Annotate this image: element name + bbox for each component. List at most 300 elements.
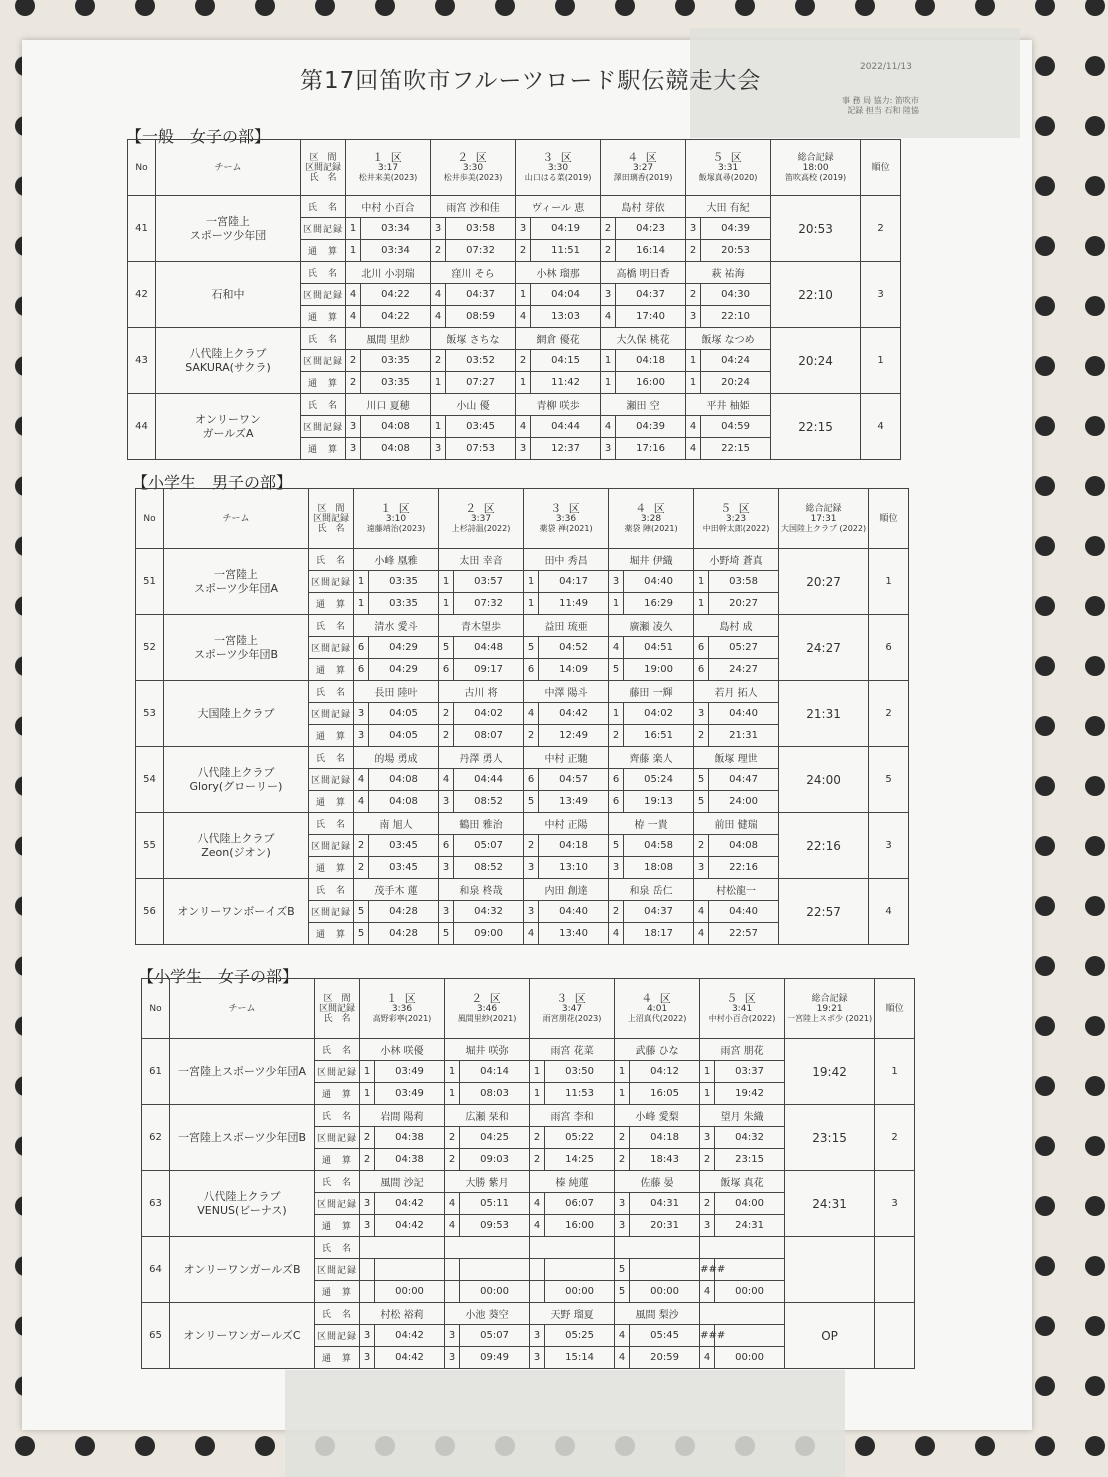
runner-name: 藤田 一輝	[609, 681, 694, 703]
split-time: 04:42	[539, 703, 609, 725]
peg-hole	[1035, 716, 1055, 736]
split-time: 04:08	[361, 416, 431, 438]
split-time	[460, 1259, 530, 1281]
team-name	[164, 747, 309, 813]
cum-time: 15:14	[545, 1347, 615, 1369]
peg-hole	[1035, 1316, 1055, 1336]
runner-name: 風間 梨沙	[615, 1303, 700, 1325]
row-label: 区間記録	[309, 835, 354, 857]
runner-name: 島村 芽依	[601, 196, 686, 218]
header-shimei: 氏 名	[317, 523, 345, 534]
split-rank: 3	[609, 571, 624, 593]
split-rank: 4	[431, 284, 446, 306]
peg-hole	[495, 0, 515, 16]
peg-hole	[255, 1436, 275, 1456]
cum-time: 13:10	[539, 857, 609, 879]
cum-rank: 2	[530, 1149, 545, 1171]
team-rank: 6	[869, 615, 909, 681]
peg-hole	[375, 0, 395, 16]
split-rank: 2	[346, 350, 361, 372]
print-date: 2022/11/13	[860, 62, 912, 72]
cum-time: 04:29	[369, 659, 439, 681]
peg-hole	[1085, 776, 1105, 796]
peg-hole	[1085, 1316, 1105, 1336]
team-total: 22:10	[771, 262, 861, 328]
zone-record-holder: 高野彩寧(2021)	[372, 1013, 432, 1023]
split-rank: 5	[615, 1259, 630, 1281]
zone-record-holder: 薬袋 陣(2021)	[624, 523, 678, 533]
team-no: 63	[142, 1171, 170, 1237]
section-heading: 【一般 女子の部】	[126, 127, 271, 146]
split-rank: 3	[615, 1193, 630, 1215]
runner-name: 中村 正馳	[524, 747, 609, 769]
team-row	[136, 549, 909, 571]
split-time: 05:27	[709, 637, 779, 659]
cum-rank: 4	[686, 438, 701, 460]
cum-time: 24:31	[715, 1215, 785, 1237]
row-label: 通 算	[315, 1281, 360, 1303]
split-time: 04:39	[701, 218, 771, 240]
team-name	[170, 1171, 315, 1237]
cum-rank: 4	[700, 1347, 715, 1369]
cum-rank: 3	[530, 1347, 545, 1369]
cum-rank: 4	[516, 306, 531, 328]
split-time: 04:48	[454, 637, 524, 659]
row-label: 通 算	[301, 306, 346, 328]
row-label: 氏 名	[309, 813, 354, 835]
row-label: 区間記録	[309, 637, 354, 659]
split-rank: 2	[530, 1127, 545, 1149]
cum-time: 04:42	[375, 1347, 445, 1369]
total-record-time: 17:31	[810, 513, 837, 524]
runner-name: 天野 瑠夏	[530, 1303, 615, 1325]
runner-name: 大田 有紀	[686, 196, 771, 218]
cum-time: 17:16	[616, 438, 686, 460]
row-label: 通 算	[309, 791, 354, 813]
team-total: 24:27	[779, 615, 869, 681]
peg-hole	[1035, 1196, 1055, 1216]
section-heading: 【小学生 女子の部】	[138, 967, 299, 986]
cum-rank: 4	[601, 306, 616, 328]
split-time: 03:34	[361, 218, 431, 240]
peg-hole	[855, 0, 875, 16]
cum-rank: 3	[516, 438, 531, 460]
cum-rank: 3	[439, 791, 454, 813]
split-rank: 2	[445, 1127, 460, 1149]
cum-time: 19:00	[624, 659, 694, 681]
split-time: 04:37	[446, 284, 516, 306]
split-rank: 6	[354, 637, 369, 659]
runner-name	[530, 1237, 615, 1259]
peg-hole	[1035, 1376, 1055, 1396]
zone-header	[445, 979, 530, 1039]
peg-hole	[675, 0, 695, 16]
row-label: 区間記録	[315, 1127, 360, 1149]
zone-record: 3:30	[547, 162, 569, 173]
team-name-line: スポーツ少年団	[189, 228, 267, 242]
cum-rank: 4	[524, 923, 539, 945]
team-name	[170, 1303, 315, 1369]
peg-hole	[975, 1436, 995, 1456]
split-rank: 3	[530, 1325, 545, 1347]
office-note	[842, 96, 919, 116]
cum-rank: 1	[694, 593, 709, 615]
row-label: 通 算	[315, 1083, 360, 1105]
total-record-header	[785, 979, 875, 1039]
team-total	[785, 1237, 875, 1303]
split-time: 04:30	[701, 284, 771, 306]
split-time: 04:59	[701, 416, 771, 438]
team-row	[128, 328, 901, 350]
runner-name: 中村 小百合	[346, 196, 431, 218]
cum-time: 18:43	[630, 1149, 700, 1171]
zone-header	[601, 140, 686, 196]
runner-name	[615, 1237, 700, 1259]
peg-hole	[1085, 1376, 1105, 1396]
zone-label: ３ 区	[556, 991, 588, 1005]
split-rank: 4	[615, 1325, 630, 1347]
runner-name: 的場 勇成	[354, 747, 439, 769]
peg-hole	[1035, 1136, 1055, 1156]
cum-rank: 1	[601, 372, 616, 394]
runner-name: 雨宮 朋花	[700, 1039, 785, 1061]
team-row	[128, 394, 901, 416]
runner-name: 和泉 柊哉	[439, 879, 524, 901]
split-rank: 3	[445, 1325, 460, 1347]
cum-time: 20:59	[630, 1347, 700, 1369]
split-rank: 1	[439, 571, 454, 593]
runner-name: 望月 朱織	[700, 1105, 785, 1127]
team-row	[128, 262, 901, 284]
results-table	[135, 488, 909, 945]
team-rank: 1	[869, 549, 909, 615]
zone-label: ３ 区	[550, 501, 582, 515]
team-total: 22:16	[779, 813, 869, 879]
cum-rank: 1	[445, 1083, 460, 1105]
peg-hole	[435, 0, 455, 16]
runner-name: 小林 咲優	[360, 1039, 445, 1061]
split-rank: 1	[686, 350, 701, 372]
cum-rank: 4	[694, 923, 709, 945]
split-rank: 1	[700, 1061, 715, 1083]
cum-time: 16:00	[616, 372, 686, 394]
team-total: 20:27	[779, 549, 869, 615]
team-no: 42	[128, 262, 156, 328]
split-time: 04:23	[616, 218, 686, 240]
cum-time: 00:00	[630, 1281, 700, 1303]
total-record-holder: 笛吹高校 (2019)	[785, 172, 847, 182]
header-shimei: 氏 名	[309, 172, 337, 183]
row-label: 区間記録	[315, 1193, 360, 1215]
cum-rank: 6	[439, 659, 454, 681]
team-rank: 4	[869, 879, 909, 945]
row-label: 氏 名	[315, 1237, 360, 1259]
team-name-line: オンリーワンガールズC	[183, 1328, 301, 1342]
peg-hole	[1035, 1076, 1055, 1096]
cum-rank: 1	[686, 372, 701, 394]
peg-hole	[1035, 176, 1055, 196]
team-name-line: 一宮陸上	[206, 214, 250, 228]
team-no: 54	[136, 747, 164, 813]
peg-hole	[75, 1436, 95, 1456]
zone-record: 3:28	[640, 513, 662, 524]
team-name	[164, 879, 309, 945]
peg-hole	[1085, 116, 1105, 136]
cum-rank: 1	[700, 1083, 715, 1105]
runner-name: 太田 幸音	[439, 549, 524, 571]
team-name	[170, 1237, 315, 1303]
zone-label: １ 区	[372, 150, 404, 164]
split-time: 04:44	[531, 416, 601, 438]
runner-name: ヴィール 恵	[516, 196, 601, 218]
cum-time: 22:57	[709, 923, 779, 945]
split-rank: 5	[609, 835, 624, 857]
cum-time: 20:24	[701, 372, 771, 394]
cum-rank: 2	[700, 1149, 715, 1171]
cum-rank: 6	[524, 659, 539, 681]
split-rank: 4	[516, 416, 531, 438]
runner-name: 益田 琉亜	[524, 615, 609, 637]
team-rank: 3	[869, 813, 909, 879]
zone-record: 3:23	[725, 513, 747, 524]
split-time: 04:47	[709, 769, 779, 791]
peg-hole	[1085, 896, 1105, 916]
header-rank: 順位	[861, 140, 901, 196]
split-rank: 1	[530, 1061, 545, 1083]
row-label: 区間記録	[301, 416, 346, 438]
cum-rank: 2	[354, 857, 369, 879]
team-rank: 5	[869, 747, 909, 813]
peg-hole	[1035, 836, 1055, 856]
row-label: 氏 名	[309, 615, 354, 637]
cum-rank: 3	[686, 306, 701, 328]
runner-name: 堀井 伊織	[609, 549, 694, 571]
header-no: No	[128, 140, 156, 196]
runner-name: 飯塚 さちな	[431, 328, 516, 350]
runner-name: 窪川 そら	[431, 262, 516, 284]
split-time: 05:11	[460, 1193, 530, 1215]
split-rank: 1	[601, 350, 616, 372]
cum-time: 09:03	[460, 1149, 530, 1171]
peg-hole	[1035, 1436, 1055, 1456]
runner-name: 小峰 凰雅	[354, 549, 439, 571]
team-row	[136, 681, 909, 703]
split-time: 04:37	[624, 901, 694, 923]
split-rank: 1	[354, 571, 369, 593]
cum-rank: 2	[360, 1149, 375, 1171]
split-rank: 4	[686, 416, 701, 438]
zone-label: ４ 区	[641, 991, 673, 1005]
results-table	[141, 978, 915, 1369]
runner-name: 網倉 優花	[516, 328, 601, 350]
peg-hole	[1035, 536, 1055, 556]
split-rank: 4	[530, 1193, 545, 1215]
peg-hole	[555, 0, 575, 16]
team-name-line: 石和中	[211, 287, 245, 301]
split-rank: 4	[694, 901, 709, 923]
cum-time: 08:07	[454, 725, 524, 747]
zone-record-holder: 遠藤靖治(2023)	[366, 523, 426, 533]
cum-time: 22:15	[701, 438, 771, 460]
team-name-line: VENUS(ビーナス)	[197, 1203, 287, 1217]
cum-time: 19:13	[624, 791, 694, 813]
cum-time: 13:40	[539, 923, 609, 945]
split-time: 04:08	[369, 769, 439, 791]
cum-time: 07:32	[446, 240, 516, 262]
runner-name	[700, 1237, 785, 1259]
team-no: 55	[136, 813, 164, 879]
cum-time: 11:49	[539, 593, 609, 615]
team-row	[142, 1237, 915, 1259]
cum-rank: 1	[609, 593, 624, 615]
runner-name: 丹澤 勇人	[439, 747, 524, 769]
split-rank: 2	[354, 835, 369, 857]
runner-name	[360, 1237, 445, 1259]
cum-rank: 4	[700, 1281, 715, 1303]
team-row	[142, 1039, 915, 1061]
cum-time: 12:49	[539, 725, 609, 747]
header-shimei: 氏 名	[323, 1013, 351, 1024]
peg-hole	[1085, 296, 1105, 316]
peg-hole	[315, 0, 335, 16]
runner-name: 茂手木 蓮	[354, 879, 439, 901]
split-rank: 4	[439, 769, 454, 791]
peg-hole	[1035, 896, 1055, 916]
team-rank: 4	[861, 394, 901, 460]
peg-hole	[1035, 356, 1055, 376]
total-record-holder: 一宮陸上スポ少 (2021)	[787, 1013, 873, 1023]
team-name	[156, 328, 301, 394]
team-name	[164, 813, 309, 879]
cum-rank: 5	[354, 923, 369, 945]
split-rank: 3	[431, 218, 446, 240]
cum-time: 12:37	[531, 438, 601, 460]
header-rank: 順位	[875, 979, 915, 1039]
cum-rank: 4	[445, 1215, 460, 1237]
zone-record-holder: 松井歩美(2023)	[443, 172, 503, 182]
split-rank: 4	[524, 703, 539, 725]
team-name-line: 一宮陸上スポーツ少年団B	[177, 1130, 307, 1144]
team-rank	[875, 1237, 915, 1303]
cum-time: 04:38	[375, 1149, 445, 1171]
runner-name: 若月 拓人	[694, 681, 779, 703]
zone-record: 3:27	[632, 162, 654, 173]
team-no: 41	[128, 196, 156, 262]
office-line: 事 務 局 協力: 笛吹市	[842, 96, 919, 105]
cum-time: 07:32	[454, 593, 524, 615]
split-time: 04:29	[369, 637, 439, 659]
page-title: 第17回笛吹市フルーツロード駅伝競走大会	[300, 68, 762, 94]
peg-hole	[1085, 596, 1105, 616]
zone-record-holder: 風間里紗(2021)	[457, 1013, 517, 1023]
team-no: 51	[136, 549, 164, 615]
zone-label: ３ 区	[542, 150, 574, 164]
team-total: 21:31	[779, 681, 869, 747]
cum-rank: 2	[694, 725, 709, 747]
split-time: 03:49	[375, 1061, 445, 1083]
row-label: 通 算	[309, 659, 354, 681]
cum-rank: 3	[445, 1347, 460, 1369]
team-no: 56	[136, 879, 164, 945]
peg-hole	[975, 0, 995, 16]
split-rank: 2	[516, 350, 531, 372]
peg-hole	[1035, 1016, 1055, 1036]
row-label: 通 算	[309, 857, 354, 879]
peg-hole	[1035, 56, 1055, 76]
runner-name: 南 旭人	[354, 813, 439, 835]
cum-rank: 1	[516, 372, 531, 394]
cum-rank: 4	[354, 791, 369, 813]
team-no: 53	[136, 681, 164, 747]
section-heading: 【小学生 男子の部】	[132, 473, 293, 492]
team-name	[164, 549, 309, 615]
split-time: 04:40	[624, 571, 694, 593]
split-time: 04:40	[709, 901, 779, 923]
team-name-line: オンリーワンボーイズB	[177, 904, 295, 918]
row-label: 区間記録	[301, 284, 346, 306]
peg-hole	[1035, 0, 1055, 16]
split-rank: ###	[700, 1259, 715, 1281]
split-time: 04:19	[531, 218, 601, 240]
team-name-line: スポーツ少年団B	[193, 647, 279, 661]
cum-time: 24:27	[709, 659, 779, 681]
runner-name: 榛 純蓮	[530, 1171, 615, 1193]
peg-hole	[1035, 956, 1055, 976]
row-label: 氏 名	[315, 1039, 360, 1061]
team-total: 22:57	[779, 879, 869, 945]
team-name-line: オンリーワンガールズB	[183, 1262, 301, 1276]
split-rank: 3	[700, 1127, 715, 1149]
cum-time: 03:49	[375, 1083, 445, 1105]
split-time	[375, 1259, 445, 1281]
peg-hole	[1085, 1016, 1105, 1036]
zone-header	[609, 489, 694, 549]
runner-name: 青木望歩	[439, 615, 524, 637]
tape-bottom	[285, 1370, 845, 1477]
split-rank: 6	[694, 637, 709, 659]
team-total: 20:24	[771, 328, 861, 394]
cum-rank: 3	[360, 1215, 375, 1237]
team-name	[156, 262, 301, 328]
row-label: 通 算	[315, 1347, 360, 1369]
zone-record-holder: 中村小百合(2022)	[708, 1013, 776, 1023]
peg-hole	[1035, 416, 1055, 436]
row-label: 区間記録	[301, 350, 346, 372]
team-row	[142, 1171, 915, 1193]
split-time: 03:58	[446, 218, 516, 240]
team-name-line: オンリーワン	[195, 412, 261, 426]
cum-rank: 1	[354, 593, 369, 615]
cum-rank: 1	[615, 1083, 630, 1105]
cum-time: 18:08	[624, 857, 694, 879]
header-kukan-rec: 区間記録	[318, 1003, 355, 1014]
cum-rank: 3	[609, 857, 624, 879]
peg-hole	[1085, 476, 1105, 496]
cum-time: 04:42	[375, 1215, 445, 1237]
split-rank: 3	[360, 1193, 375, 1215]
cum-rank: 2	[439, 725, 454, 747]
peg-hole	[1035, 476, 1055, 496]
team-row	[136, 615, 909, 637]
split-rank: 5	[439, 637, 454, 659]
team-name	[156, 196, 301, 262]
cum-time: 16:05	[630, 1083, 700, 1105]
team-name-line: Zeon(ジオン)	[201, 845, 271, 859]
team-rank: 3	[861, 262, 901, 328]
split-time: 05:45	[630, 1325, 700, 1347]
peg-hole	[195, 0, 215, 16]
runner-name: 大勝 紫月	[445, 1171, 530, 1193]
